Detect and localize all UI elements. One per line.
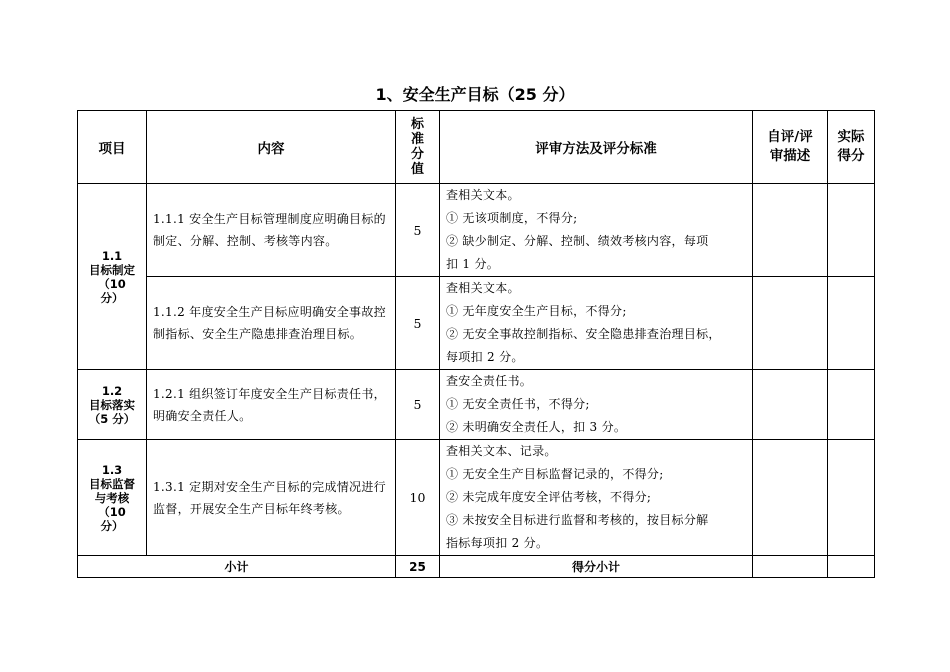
table-row bbox=[78, 370, 875, 440]
table-row bbox=[78, 440, 875, 556]
item-cell-1-3: 1.3 目标监督 与考核 （10 分） bbox=[78, 440, 147, 556]
header-standard-score: 标 准 分 值 bbox=[396, 111, 440, 184]
header-content: 内容 bbox=[147, 111, 396, 184]
header-method: 评审方法及评分标准 bbox=[440, 111, 753, 184]
score-subtotal-label: 得分小计 bbox=[440, 556, 753, 578]
table-row bbox=[78, 184, 875, 277]
self-review-cell bbox=[753, 277, 828, 370]
score-cell: 10 bbox=[396, 440, 440, 556]
score-cell: 5 bbox=[396, 370, 440, 440]
page-title: 1、安全生产目标（25 分） bbox=[375, 85, 575, 104]
table-row bbox=[78, 277, 875, 370]
subtotal-label: 小计 bbox=[78, 556, 396, 578]
content-cell: 1.1.2 年度安全生产目标应明确安全事故控制指标、安全生产隐患排查治理目标。 bbox=[147, 277, 396, 370]
header-row bbox=[78, 111, 875, 184]
actual-score-cell bbox=[828, 440, 875, 556]
score-cell: 5 bbox=[396, 277, 440, 370]
subtotal-value: 25 bbox=[396, 556, 440, 578]
self-review-cell bbox=[753, 370, 828, 440]
method-cell: 查相关文本。 ① 无该项制度，不得分; ② 缺少制定、分解、控制、绩效考核内容，每项 扣 1 分。 bbox=[440, 184, 753, 277]
actual-score-cell bbox=[828, 184, 875, 277]
method-cell: 查相关文本、记录。 ① 无安全生产目标监督记录的，不得分; ② 未完成年度安全评估考核，不得分; ③ 未按安全目标进行监督和考核的，按目标分解 指标每项扣 2 分。 bbox=[440, 440, 753, 556]
actual-score-cell bbox=[828, 277, 875, 370]
summary-actual-score-cell bbox=[828, 556, 875, 578]
summary-self-review-cell bbox=[753, 556, 828, 578]
item-cell-1-1: 1.1 目标制定 （10 分） bbox=[78, 184, 147, 370]
header-self-review: 自评/评 审描述 bbox=[753, 111, 828, 184]
summary-row bbox=[78, 556, 875, 578]
self-review-cell bbox=[753, 440, 828, 556]
item-cell-1-2: 1.2 目标落实 （5 分） bbox=[78, 370, 147, 440]
content-cell: 1.3.1 定期对安全生产目标的完成情况进行监督，开展安全生产目标年终考核。 bbox=[147, 440, 396, 556]
content-cell: 1.1.1 安全生产目标管理制度应明确目标的制定、分解、控制、考核等内容。 bbox=[147, 184, 396, 277]
scoring-table bbox=[77, 110, 875, 578]
method-cell: 查相关文本。 ① 无年度安全生产目标，不得分; ② 无安全事故控制指标、安全隐患排查治理目标， 每项扣 2 分。 bbox=[440, 277, 753, 370]
content-cell: 1.2.1 组织签订年度安全生产目标责任书，明确安全责任人。 bbox=[147, 370, 396, 440]
method-cell: 查安全责任书。 ① 无安全责任书，不得分; ② 未明确安全责任人，扣 3 分。 bbox=[440, 370, 753, 440]
header-item: 项目 bbox=[78, 111, 147, 184]
header-actual-score: 实际 得分 bbox=[828, 111, 875, 184]
actual-score-cell bbox=[828, 370, 875, 440]
score-cell: 5 bbox=[396, 184, 440, 277]
self-review-cell bbox=[753, 184, 828, 277]
